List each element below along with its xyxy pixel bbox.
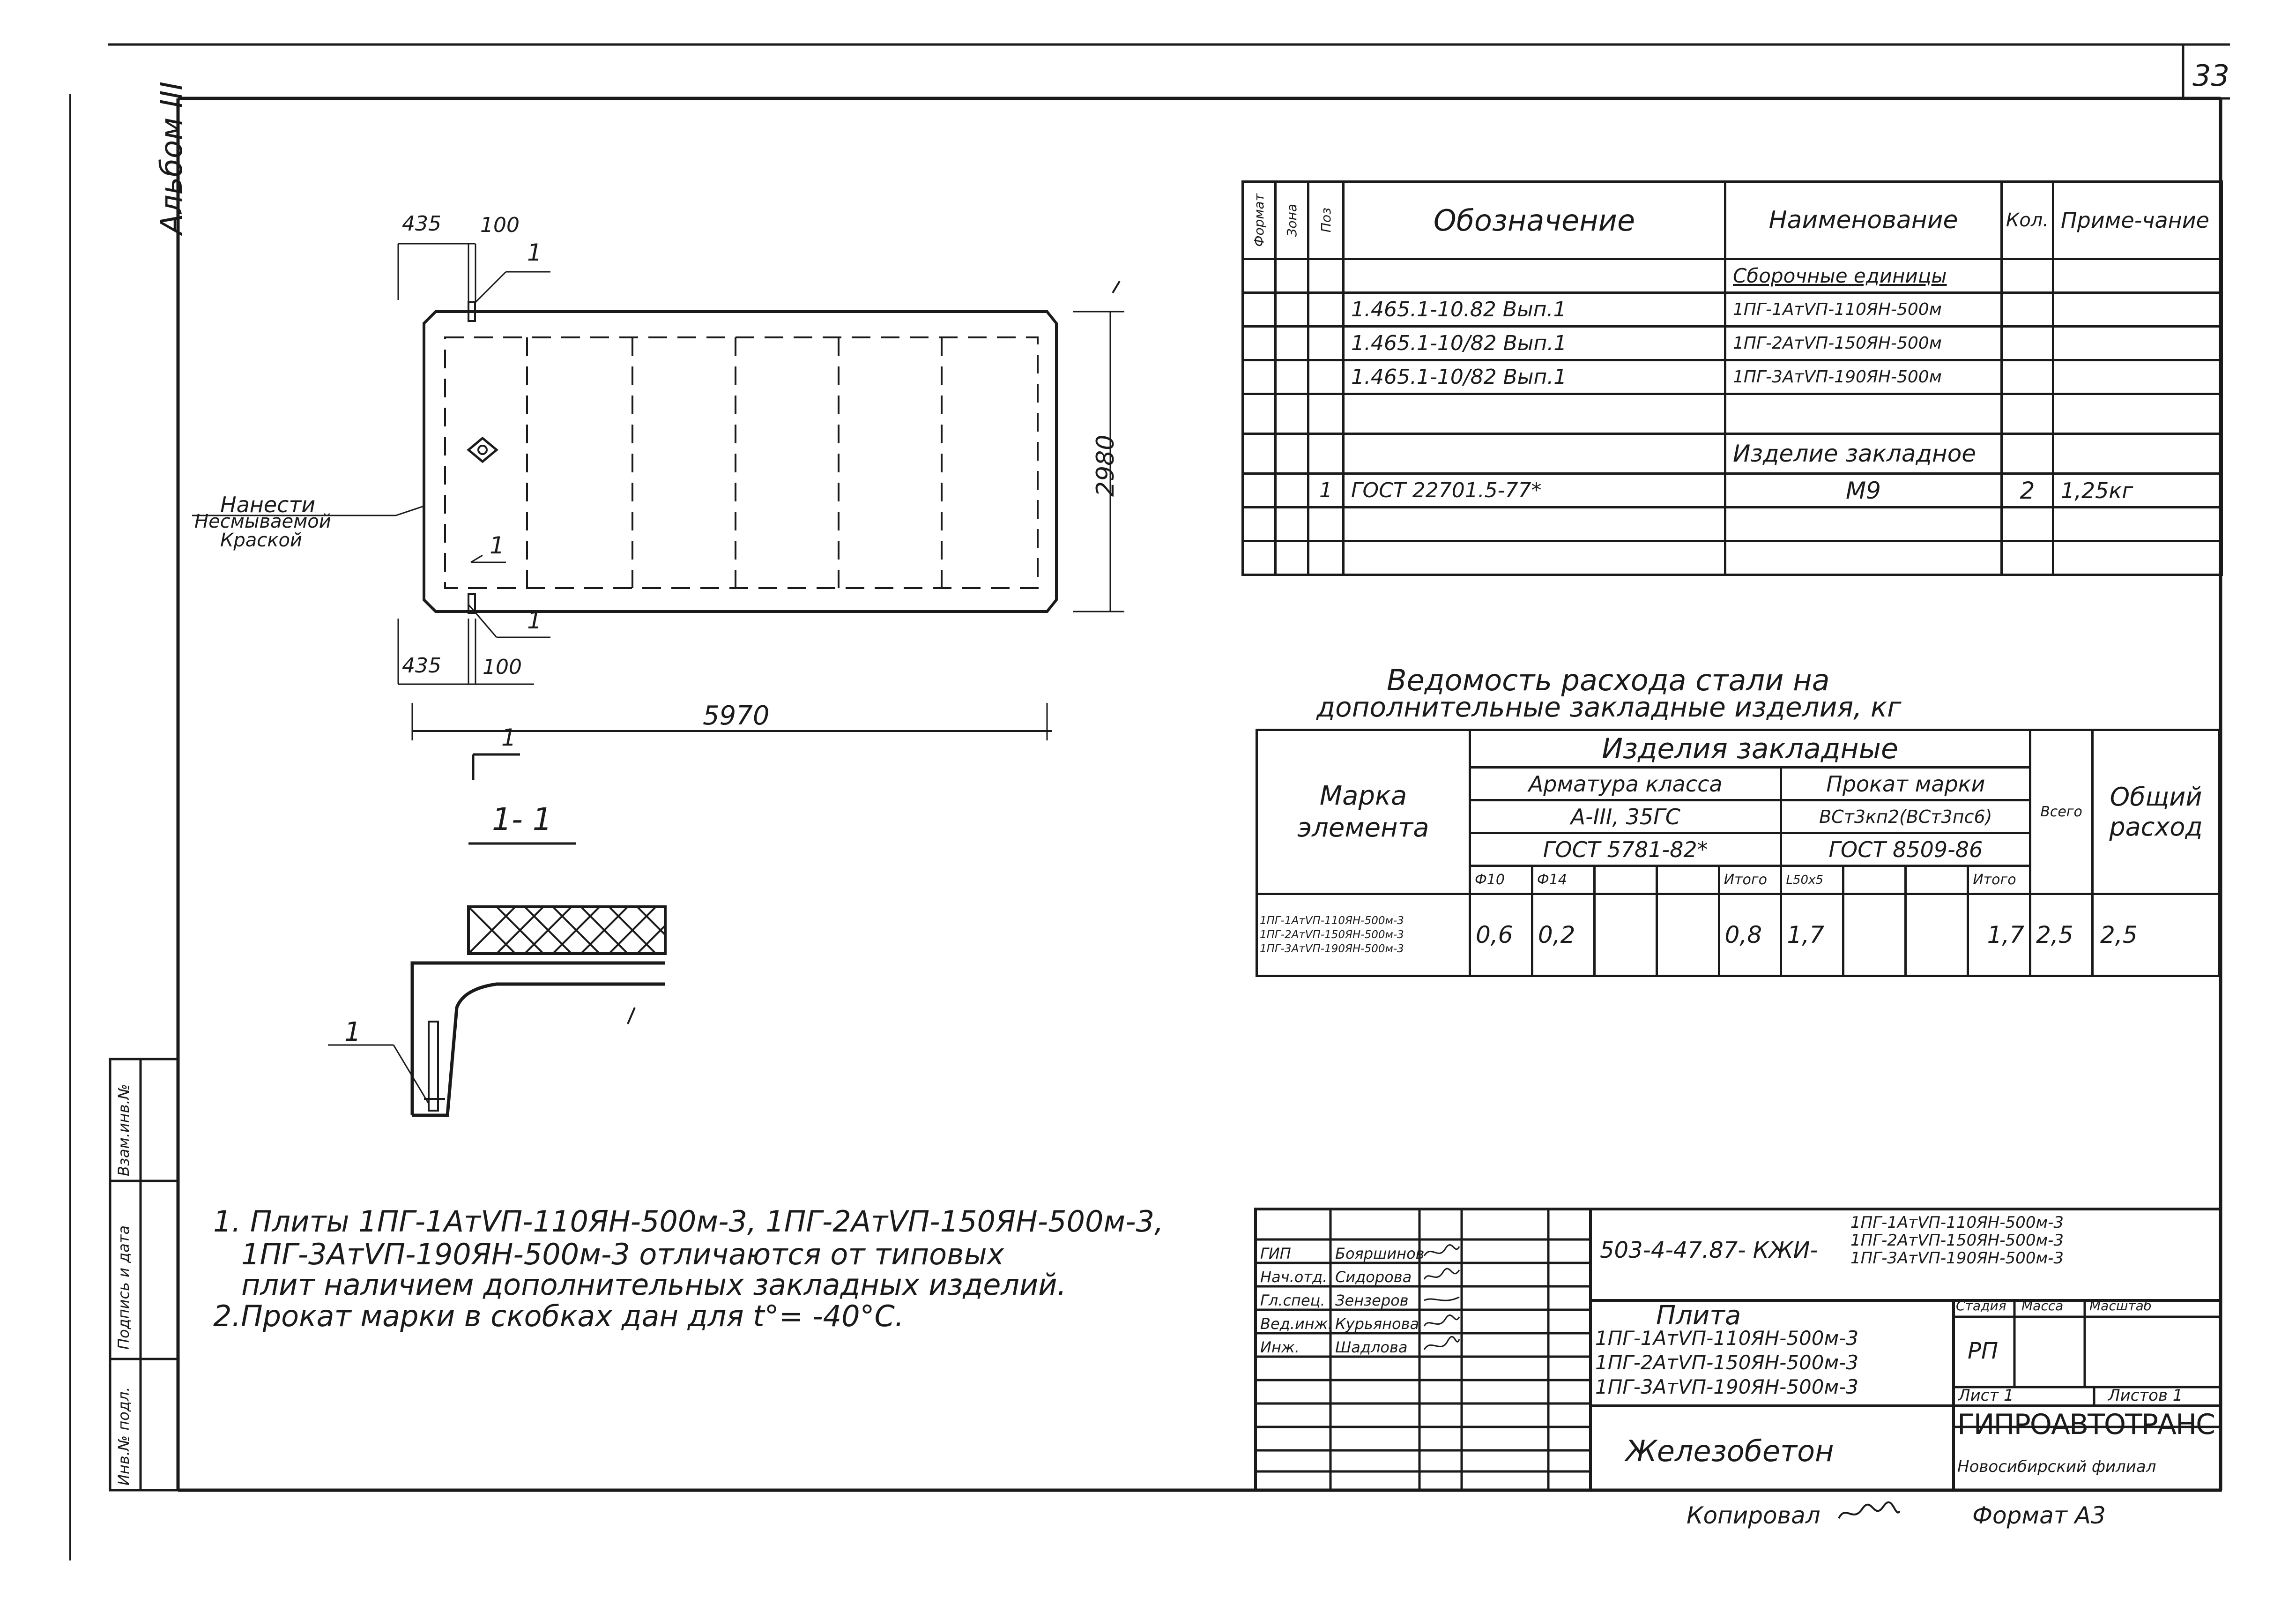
value-overall: 2,5	[2093, 894, 2220, 976]
dim-width: 2980	[1092, 434, 1120, 497]
tb-scale-header: Масштаб	[2089, 1298, 2152, 1314]
sub-itogo-rolled: Итого	[1968, 866, 2030, 894]
value-total: 2,5	[2030, 894, 2093, 976]
footer-format: Формат А3	[1972, 1502, 2106, 1529]
header-format: Формат	[1251, 194, 1267, 247]
spec-row-designation: 1.465.1-10.82 Вып.1	[1344, 293, 1725, 327]
tb-sheets: Листов 1	[2108, 1386, 2183, 1405]
note-line-3: Краской	[220, 530, 302, 551]
item-note: 1,25кг	[2053, 474, 2222, 508]
note-1-line-b: 1ПГ-3АтVП-190ЯН-500м-3 отличаются от типовых	[241, 1237, 1004, 1271]
value-itogo-rebar: 0,8	[1719, 894, 1781, 976]
tb-doc-mark: 1ПГ-2АтVП-150ЯН-500м-3	[1595, 1351, 1859, 1374]
steel-consumption-table	[1256, 729, 2221, 977]
tb-name: Шадлова	[1335, 1338, 1408, 1356]
header-element-mark: Марка элемента	[1257, 730, 1470, 894]
callout-top: 1	[527, 239, 542, 266]
side-stamp-replace: Взам.инв.№	[115, 1084, 133, 1176]
steel-row	[1257, 894, 2220, 976]
tb-doc-title: Плита	[1656, 1300, 1741, 1331]
spec-row-designation: 1.465.1-10/82 Вып.1	[1344, 360, 1725, 394]
spec-row-name: 1ПГ-2АтVП-150ЯН-500м	[1725, 327, 2002, 360]
page-number: 33	[2192, 59, 2229, 93]
tb-code: 503-4-47.87- КЖИ-	[1600, 1237, 1818, 1263]
item-name: М9	[1725, 474, 2002, 508]
note-line-2: Несмываемой	[194, 511, 331, 532]
dim-top-100: 100	[480, 213, 520, 237]
tb-name: Курьянова	[1335, 1315, 1419, 1333]
spec-row-name: 1ПГ-3АтVП-190ЯН-500м	[1725, 360, 2002, 394]
section-callout: 1	[344, 1017, 361, 1047]
side-stamp-signature: Подпись и дата	[115, 1225, 133, 1350]
item-qty: 2	[2002, 474, 2053, 508]
sub-itogo-rebar: Итого	[1719, 866, 1781, 894]
header-overall: Общий расход	[2093, 730, 2220, 894]
tb-code-marks	[1850, 1214, 2064, 1267]
tb-code-mark: 1ПГ-1АтVП-110ЯН-500м-3	[1850, 1213, 2064, 1232]
mark-3: 1ПГ-3АтVП-190ЯН-500м-3	[1260, 943, 1404, 955]
mark-2: 1ПГ-2АтVП-150ЯН-500м-3	[1260, 929, 1404, 941]
header-zone: Зона	[1284, 203, 1300, 237]
header-note: Приме-чание	[2053, 182, 2222, 259]
dim-length: 5970	[703, 701, 770, 731]
tb-material: Железобетон	[1626, 1434, 1834, 1468]
note-1-line-c: плит наличием дополнительных закладных изделий.	[241, 1268, 1067, 1302]
group-embedded-item: Изделие закладное	[1725, 434, 2002, 474]
tb-stage: РП	[1968, 1338, 1999, 1364]
value-d10: 0,6	[1470, 894, 1532, 976]
spec-row-name: 1ПГ-1АтVП-110ЯН-500м	[1725, 293, 2002, 327]
dim-top-435: 435	[402, 212, 441, 236]
note-2: 2.Прокат марки в скобках дан для t°= -40°С.	[213, 1299, 904, 1333]
tb-name: Сидорова	[1335, 1268, 1412, 1286]
value-d14: 0,2	[1532, 894, 1594, 976]
dim-bottom-100: 100	[483, 655, 522, 679]
item-designation: ГОСТ 22701.5-77*	[1344, 474, 1725, 508]
header-rebar-class: Арматура класса	[1470, 768, 1781, 800]
tb-mass-header: Масса	[2021, 1298, 2064, 1314]
group-assembly-units: Сборочные единицы	[1725, 259, 2002, 293]
tb-role: ГИП	[1260, 1245, 1291, 1262]
tb-roles	[1260, 1242, 1333, 1359]
album-label: Альбом III	[155, 81, 189, 234]
header-embedded-items: Изделия закладные	[1470, 730, 2030, 768]
tb-doc-mark: 1ПГ-3АтVП-190ЯН-500м-3	[1595, 1375, 1859, 1398]
header-name: Наименование	[1725, 182, 2002, 259]
side-stamp-inv: Инв.№ подл.	[115, 1387, 133, 1486]
tb-names	[1335, 1242, 1425, 1359]
tb-role: Вед.инж.	[1260, 1315, 1333, 1333]
spec-row	[1243, 360, 2222, 394]
steel-title-line-2: дополнительные закладные изделия, кг	[1316, 691, 1902, 723]
header-rolled-grade: Прокат марки	[1781, 768, 2030, 800]
callout-mid: 1	[490, 532, 505, 559]
tb-sheet: Лист 1	[1958, 1386, 2014, 1405]
specification-table	[1241, 180, 2223, 576]
footer-copied: Копировал	[1687, 1502, 1820, 1529]
callout-bottom: 1	[527, 607, 542, 634]
header-pos: Поз	[1318, 208, 1334, 233]
tb-stage-header: Стадия	[1956, 1298, 2006, 1314]
header-total: Всего	[2030, 730, 2093, 894]
spec-item-row	[1243, 474, 2222, 508]
tb-role: Инж.	[1260, 1338, 1300, 1356]
header-rebar-gost: ГОСТ 5781-82*	[1470, 833, 1781, 866]
tb-organization: ГИПРОАВТОТРАНС	[1957, 1408, 2214, 1441]
header-designation: Обозначение	[1344, 182, 1725, 259]
sub-d10: Ф10	[1470, 866, 1532, 894]
header-rebar-class-value: А-III, 35ГС	[1470, 800, 1781, 833]
steel-title-line-1: Ведомость расхода стали на	[1387, 663, 1830, 697]
signatures	[1422, 1242, 1462, 1359]
footer-copier-signature	[1836, 1500, 1902, 1528]
sub-d14: Ф14	[1532, 866, 1594, 894]
item-pos: 1	[1308, 474, 1344, 508]
tb-role: Гл.спец.	[1260, 1291, 1325, 1309]
spec-row-designation: 1.465.1-10/82 Вып.1	[1344, 327, 1725, 360]
section-mark-label: 1	[501, 724, 516, 751]
value-itogo-rolled: 1,7	[1968, 894, 2030, 976]
tb-code-mark: 1ПГ-3АтVП-190ЯН-500м-3	[1850, 1249, 2064, 1268]
dim-bottom-435: 435	[402, 654, 441, 678]
header-qty: Кол.	[2002, 182, 2053, 259]
mark-1: 1ПГ-1АтVП-110ЯН-500м-3	[1260, 915, 1404, 927]
spec-row	[1243, 293, 2222, 327]
note-line-1: Нанести	[220, 492, 316, 517]
header-rolled-gost: ГОСТ 8509-86	[1781, 833, 2030, 866]
tb-role: Нач.отд.	[1260, 1268, 1328, 1286]
tb-name: Бояршинов	[1335, 1245, 1425, 1262]
value-l50: 1,7	[1781, 894, 1843, 976]
tb-branch: Новосибирский филиал	[1957, 1457, 2156, 1476]
sub-l50: L50x5	[1781, 866, 1843, 894]
note-1-line-a: 1. Плиты 1ПГ-1АтVП-110ЯН-500м-3, 1ПГ-2АтVП-150ЯН-500м-3,	[213, 1204, 1164, 1239]
tb-doc-marks	[1595, 1326, 1858, 1399]
tb-code-mark: 1ПГ-2АтVП-150ЯН-500м-3	[1850, 1231, 2064, 1250]
tb-doc-mark: 1ПГ-1АтVП-110ЯН-500м-3	[1595, 1327, 1859, 1350]
spec-row	[1243, 327, 2222, 360]
tb-name: Зензеров	[1335, 1291, 1409, 1309]
header-rolled-grade-value: ВСт3кп2(ВСт3пс6)	[1781, 800, 2030, 833]
section-title: 1- 1	[492, 801, 552, 837]
